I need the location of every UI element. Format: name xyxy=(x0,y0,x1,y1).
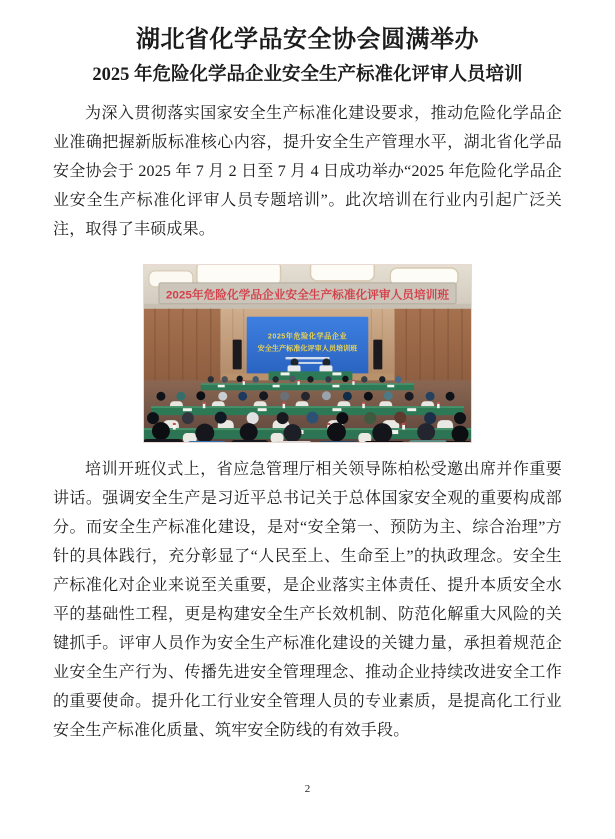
training-photo xyxy=(143,264,472,443)
right-speaker xyxy=(373,340,382,370)
paragraph-2: 培训开班仪式上，省应急管理厅相关领导陈柏松受邀出席并作重要讲话。强调安全生产是习近平总书记关于总体国家安全观的重要构成部分。而安全生产标准化建设，是对“安全第一、预防为主、综合治理”方针的具体践行，充分彰显了“人民至上、生命至上”的执政理念。安全生产标准化对企业来说至关重要，是企业落实主体责任、提升本质安全水平的基础性工程，更是构建安全生产长效机制、防范化解重大风险的关键抓手。评审人员作为安全生产标准化建设的关键力量，承担着规范企业安全生产行为、传播先进安全管理理念、推动企业持续改进安全工作的重要使命。提升化工行业安全管理人员的专业素质，是提高化工行业安全生产标准化质量、筑牢安全防线的有效手段。 xyxy=(53,461,562,739)
ceiling-cornice xyxy=(143,304,472,309)
page-title: 湖北省化学品安全协会圆满举办 xyxy=(136,27,479,53)
projection-screen xyxy=(247,317,369,378)
training-photo-illustration xyxy=(143,264,472,443)
screen-subtext-blur-1 xyxy=(286,357,330,359)
screen-title-line2: 安全生产标准化评审人员培训班 xyxy=(257,345,350,353)
photo-banner-text: 2025年危险化学品企业安全生产标准化评审人员培训班 xyxy=(165,289,444,302)
page-subtitle: 2025 年危险化学品企业安全生产标准化评审人员培训 xyxy=(92,65,523,85)
paragraph-1: 为深入贯彻落实国家安全生产标准化建设要求，推动危险化学品企业准确把握新版标准核心内容，提升安全生产管理水平，湖北省化学品安全协会于 2025 年 7 月 2 日至 7 月 4 日成功举办“2025 年危险化学品企业安全生产标准化评审人员专题培训”。此次培训在行业内引起广泛关注，取得了丰硕成果。 xyxy=(53,105,562,238)
photo-banner xyxy=(159,283,456,304)
screen-title-line1: 2025年危险化学品企业 xyxy=(267,332,348,341)
left-speaker xyxy=(233,340,242,370)
page-number: 2 xyxy=(304,783,311,795)
